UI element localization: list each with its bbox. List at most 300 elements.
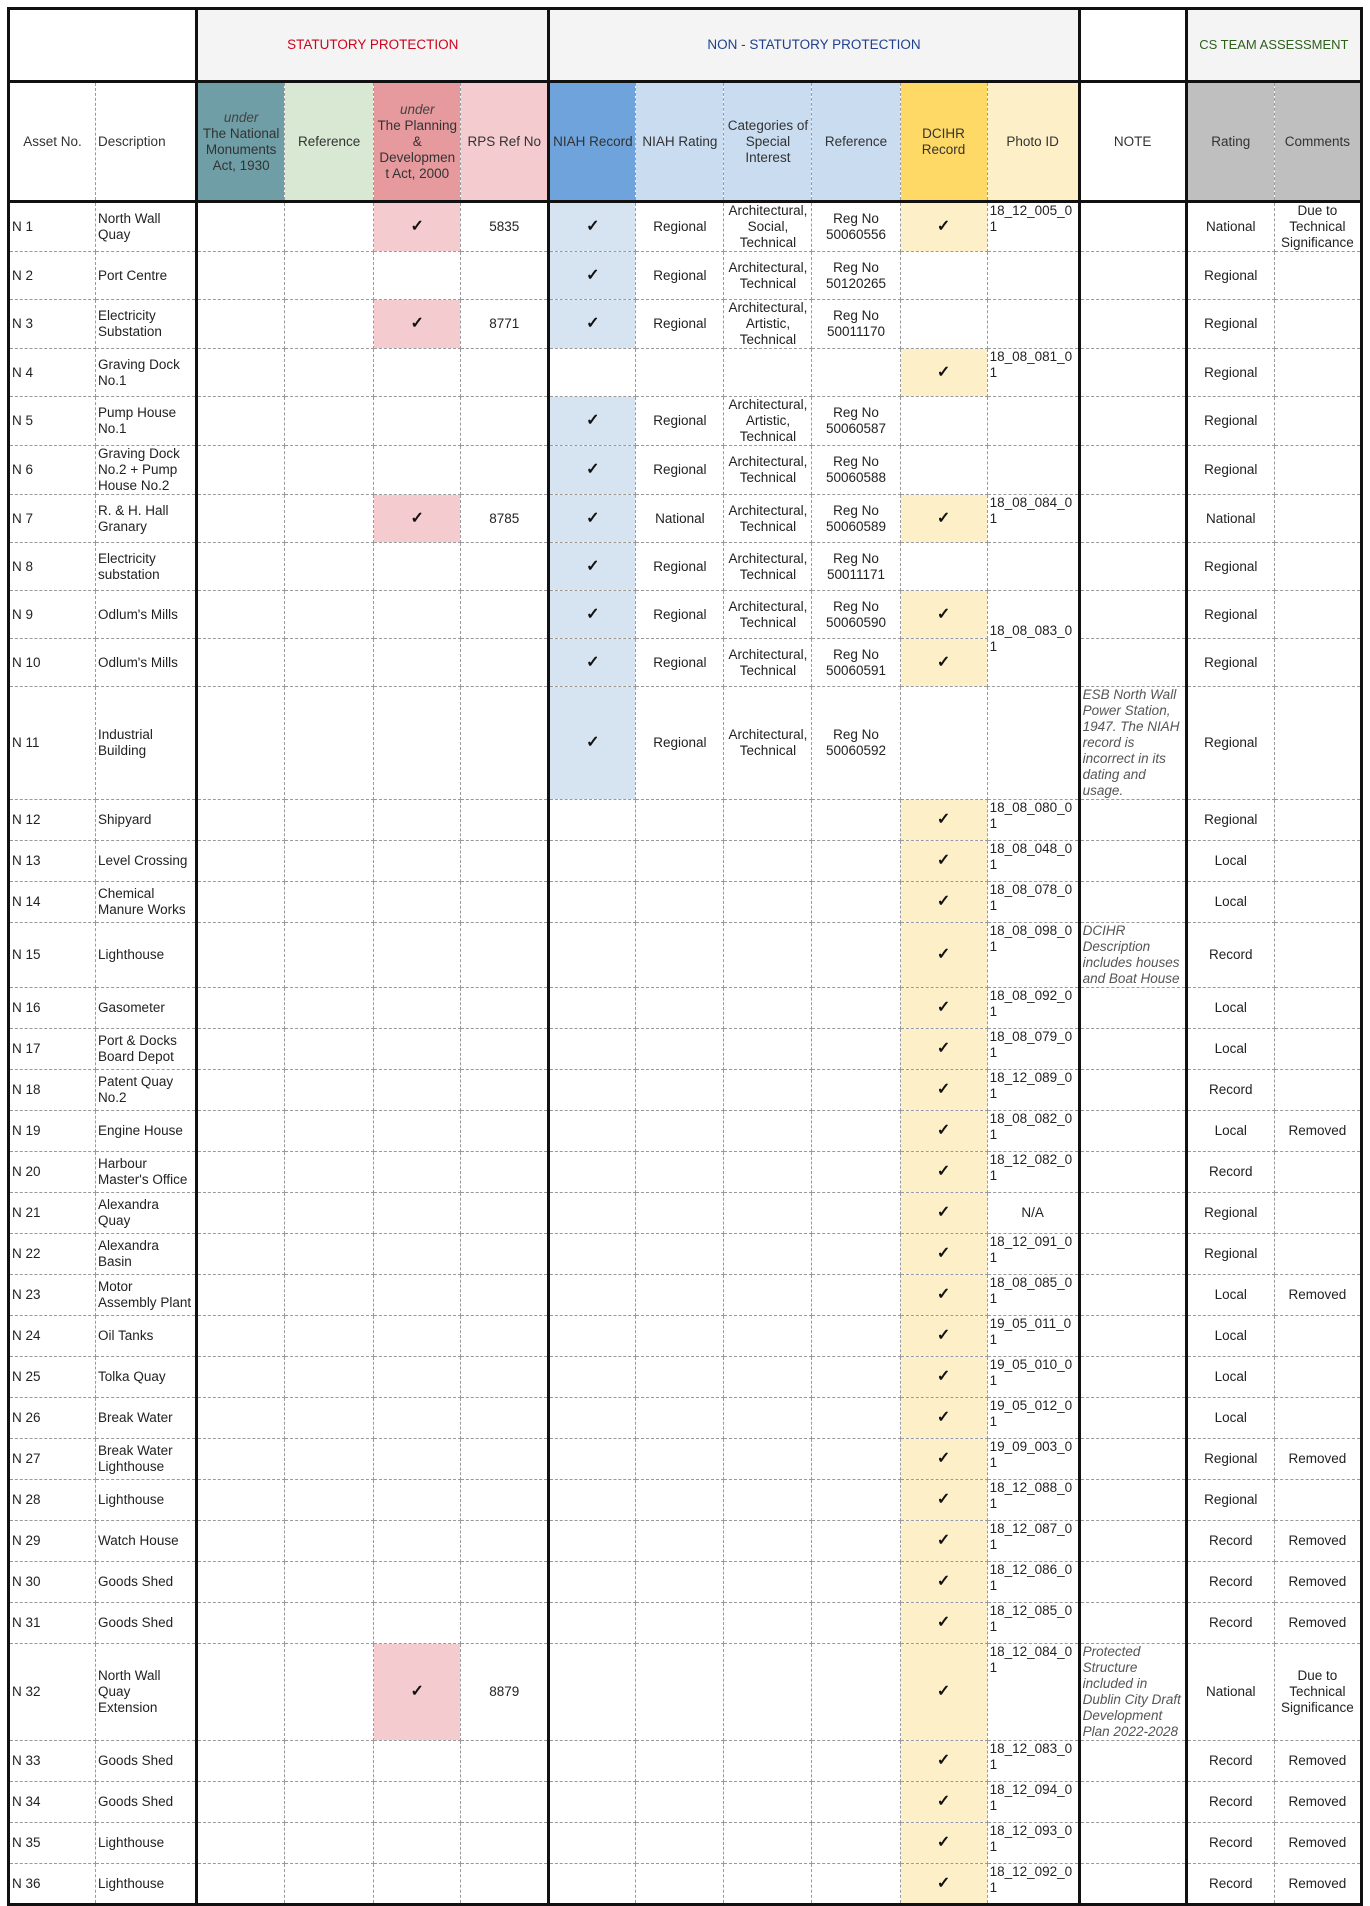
planning-act-cell	[374, 202, 461, 252]
dcihr-record-cell	[900, 397, 987, 446]
dcihr-record-cell	[900, 1439, 987, 1480]
asset-no-cell: N 30	[9, 1562, 96, 1603]
rps-ref-cell	[461, 446, 549, 495]
national-monuments-cell	[197, 1070, 285, 1111]
planning-act-cell	[374, 1029, 461, 1070]
note-cell	[1079, 1864, 1186, 1905]
note-cell	[1079, 1357, 1186, 1398]
niah-rating-cell	[636, 1741, 724, 1782]
note-cell	[1079, 639, 1186, 687]
comments-cell	[1274, 687, 1361, 800]
categories-cell: Architectural, Social, Technical	[724, 202, 812, 252]
reference-cell	[285, 800, 374, 841]
table-row	[9, 1439, 1362, 1480]
col-description: Description	[96, 82, 197, 202]
reference2-cell	[812, 1152, 900, 1193]
national-monuments-cell	[197, 1521, 285, 1562]
niah-rating-cell	[636, 1029, 724, 1070]
asset-no-cell: N 27	[9, 1439, 96, 1480]
col-note: NOTE	[1079, 82, 1186, 202]
niah-rating-cell	[636, 1152, 724, 1193]
reference2-cell: Reg No 50120265	[812, 252, 900, 300]
check-icon: ✓	[936, 1122, 951, 1139]
categories-cell	[724, 1823, 812, 1864]
note-cell	[1079, 591, 1186, 639]
comments-cell: Removed	[1274, 1864, 1361, 1905]
reference2-cell	[812, 1864, 900, 1905]
check-icon: ✓	[586, 509, 600, 527]
asset-no-cell: N 31	[9, 1603, 96, 1644]
description-cell: Oil Tanks	[96, 1316, 197, 1357]
rating-cell: Regional	[1186, 349, 1274, 397]
national-monuments-cell	[197, 1275, 285, 1316]
niah-rating-cell	[636, 1480, 724, 1521]
categories-cell	[724, 1070, 812, 1111]
rps-ref-cell	[461, 988, 549, 1029]
categories-cell	[724, 1398, 812, 1439]
comments-cell	[1274, 1480, 1361, 1521]
note-cell: Protected Structure included in Dublin City Draft Development Plan 2022-2028	[1079, 1644, 1186, 1741]
reference2-cell: Reg No 50060589	[812, 495, 900, 543]
description-cell: Electricity Substation	[96, 300, 197, 349]
photo-id-cell	[987, 446, 1079, 495]
rps-ref-cell	[461, 923, 549, 988]
niah-record-cell	[549, 495, 636, 543]
table-row	[9, 252, 1362, 300]
check-icon: ✓	[410, 1683, 424, 1700]
comments-cell: Removed	[1274, 1603, 1361, 1644]
rating-cell: Record	[1186, 1070, 1274, 1111]
niah-record-cell	[549, 1603, 636, 1644]
asset-no-cell: N 20	[9, 1152, 96, 1193]
photo-id-cell: 18_12_086_01	[987, 1562, 1079, 1603]
niah-record-cell	[549, 543, 636, 591]
comments-cell	[1274, 1398, 1361, 1439]
photo-id-cell: 18_08_084_01	[987, 495, 1079, 543]
dcihr-record-cell	[900, 1111, 987, 1152]
categories-cell: Architectural, Technical	[724, 591, 812, 639]
niah-record-cell	[549, 1864, 636, 1905]
asset-no-cell: N 2	[9, 252, 96, 300]
asset-no-cell: N 6	[9, 446, 96, 495]
check-icon: ✓	[410, 218, 424, 235]
rating-cell: Record	[1186, 1823, 1274, 1864]
check-icon: ✓	[936, 218, 951, 235]
description-cell: Break Water Lighthouse	[96, 1439, 197, 1480]
rps-ref-cell	[461, 1234, 549, 1275]
dcihr-record-cell	[900, 300, 987, 349]
rating-cell: Local	[1186, 841, 1274, 882]
niah-record-cell	[549, 349, 636, 397]
table-row	[9, 1111, 1362, 1152]
categories-cell	[724, 923, 812, 988]
asset-no-cell: N 10	[9, 639, 96, 687]
asset-no-cell: N 14	[9, 882, 96, 923]
planning-act-cell	[374, 1316, 461, 1357]
niah-record-cell	[549, 882, 636, 923]
national-monuments-cell	[197, 1029, 285, 1070]
photo-id-cell: 18_12_084_01	[987, 1644, 1079, 1741]
rating-cell: Record	[1186, 1152, 1274, 1193]
rating-cell: National	[1186, 495, 1274, 543]
categories-cell	[724, 1439, 812, 1480]
categories-cell	[724, 1111, 812, 1152]
dcihr-record-cell	[900, 841, 987, 882]
check-icon: ✓	[936, 1081, 951, 1098]
description-cell: Goods Shed	[96, 1603, 197, 1644]
table-row	[9, 300, 1362, 349]
photo-id-cell: 18_12_091_01	[987, 1234, 1079, 1275]
dcihr-record-cell	[900, 1741, 987, 1782]
photo-id-cell: 18_12_087_01	[987, 1521, 1079, 1562]
note-cell	[1079, 1480, 1186, 1521]
niah-rating-cell: Regional	[636, 543, 724, 591]
niah-rating-cell	[636, 882, 724, 923]
niah-rating-cell	[636, 1070, 724, 1111]
rating-cell: Regional	[1186, 1439, 1274, 1480]
categories-cell	[724, 1029, 812, 1070]
planning-act-cell	[374, 591, 461, 639]
dcihr-record-cell	[900, 1029, 987, 1070]
description-cell: Industrial Building	[96, 687, 197, 800]
table-row	[9, 882, 1362, 923]
rating-cell: Regional	[1186, 300, 1274, 349]
niah-rating-cell: Regional	[636, 202, 724, 252]
niah-record-cell	[549, 1070, 636, 1111]
note-cell	[1079, 1275, 1186, 1316]
categories-cell	[724, 1234, 812, 1275]
national-monuments-cell	[197, 1741, 285, 1782]
check-icon: ✓	[586, 315, 600, 332]
reference2-cell	[812, 349, 900, 397]
rps-ref-cell	[461, 1741, 549, 1782]
rps-ref-cell: 8879	[461, 1644, 549, 1741]
niah-record-cell	[549, 1782, 636, 1823]
reference-cell	[285, 841, 374, 882]
table-row	[9, 1275, 1362, 1316]
check-icon: ✓	[936, 1450, 951, 1467]
comments-cell	[1274, 252, 1361, 300]
planning-act-cell	[374, 1603, 461, 1644]
reference2-cell	[812, 1562, 900, 1603]
national-monuments-cell	[197, 1603, 285, 1644]
planning-act-cell	[374, 1521, 461, 1562]
reference-cell	[285, 882, 374, 923]
niah-rating-cell	[636, 841, 724, 882]
niah-rating-cell	[636, 1275, 724, 1316]
table-row	[9, 1357, 1362, 1398]
col-comments: Comments	[1274, 82, 1361, 202]
dcihr-record-cell	[900, 495, 987, 543]
photo-id-cell: 18_12_083_01	[987, 1741, 1079, 1782]
categories-cell	[724, 1316, 812, 1357]
reference-cell	[285, 1357, 374, 1398]
table-row	[9, 202, 1362, 252]
national-monuments-cell	[197, 300, 285, 349]
reference-cell	[285, 591, 374, 639]
photo-id-cell: 18_08_098_01	[987, 923, 1079, 988]
categories-cell: Architectural, Artistic, Technical	[724, 397, 812, 446]
planning-act-cell	[374, 1480, 461, 1521]
check-icon: ✓	[936, 1834, 951, 1851]
planning-act-cell	[374, 882, 461, 923]
description-cell: Port Centre	[96, 252, 197, 300]
niah-record-cell	[549, 446, 636, 495]
niah-rating-cell	[636, 1864, 724, 1905]
description-cell: North Wall Quay	[96, 202, 197, 252]
rps-ref-cell	[461, 1521, 549, 1562]
check-icon: ✓	[936, 1874, 951, 1892]
dcihr-record-cell	[900, 687, 987, 800]
reference2-cell	[812, 800, 900, 841]
planning-act-cell	[374, 687, 461, 800]
national-monuments-cell	[197, 1480, 285, 1521]
photo-id-cell: 18_08_083_01	[987, 591, 1079, 687]
dcihr-record-cell	[900, 1823, 987, 1864]
photo-id-cell: 18_08_078_01	[987, 882, 1079, 923]
asset-no-cell: N 1	[9, 202, 96, 252]
asset-no-cell: N 32	[9, 1644, 96, 1741]
asset-no-cell: N 23	[9, 1275, 96, 1316]
niah-record-cell	[549, 1480, 636, 1521]
dcihr-record-cell	[900, 591, 987, 639]
rating-cell: Record	[1186, 1782, 1274, 1823]
dcihr-record-cell	[900, 1398, 987, 1439]
description-cell: Lighthouse	[96, 1480, 197, 1521]
reference2-cell: Reg No 50060590	[812, 591, 900, 639]
asset-no-cell: N 4	[9, 349, 96, 397]
national-monuments-cell	[197, 1864, 285, 1905]
reference2-cell	[812, 988, 900, 1029]
description-cell: Engine House	[96, 1111, 197, 1152]
niah-rating-cell	[636, 923, 724, 988]
rating-cell: Regional	[1186, 687, 1274, 800]
categories-cell	[724, 1275, 812, 1316]
reference2-cell	[812, 1521, 900, 1562]
check-icon: ✓	[936, 1683, 951, 1700]
reference2-cell	[812, 1029, 900, 1070]
categories-cell	[724, 800, 812, 841]
reference-cell	[285, 1316, 374, 1357]
rating-cell: Regional	[1186, 591, 1274, 639]
group-non-statutory: NON - STATUTORY PROTECTION	[549, 9, 1079, 82]
national-monuments-cell	[197, 1562, 285, 1603]
table-row	[9, 495, 1362, 543]
table-row	[9, 1234, 1362, 1275]
niah-record-cell	[549, 1521, 636, 1562]
col-categories: Categories of Special Interest	[724, 82, 812, 202]
rating-cell: Regional	[1186, 639, 1274, 687]
description-cell: Lighthouse	[96, 1864, 197, 1905]
photo-id-cell	[987, 252, 1079, 300]
check-icon: ✓	[936, 1040, 951, 1057]
rps-ref-cell	[461, 639, 549, 687]
dcihr-record-cell	[900, 882, 987, 923]
table-row	[9, 349, 1362, 397]
national-monuments-cell	[197, 1316, 285, 1357]
note-cell	[1079, 882, 1186, 923]
niah-rating-cell	[636, 988, 724, 1029]
rps-ref-cell	[461, 1070, 549, 1111]
rating-cell: Local	[1186, 1357, 1274, 1398]
table-row	[9, 446, 1362, 495]
niah-record-cell	[549, 687, 636, 800]
check-icon: ✓	[936, 946, 951, 963]
dcihr-record-cell	[900, 639, 987, 687]
categories-cell: Architectural, Technical	[724, 639, 812, 687]
reference2-cell	[812, 1193, 900, 1234]
planning-act-cell	[374, 1439, 461, 1480]
reference-cell	[285, 988, 374, 1029]
note-cell	[1079, 1316, 1186, 1357]
check-icon: ✓	[936, 999, 951, 1016]
rating-cell: Local	[1186, 1316, 1274, 1357]
rating-cell: Record	[1186, 923, 1274, 988]
description-cell: Goods Shed	[96, 1741, 197, 1782]
planning-act-cell	[374, 1275, 461, 1316]
asset-no-cell: N 8	[9, 543, 96, 591]
col-photo-id: Photo ID	[987, 82, 1079, 202]
planning-act-cell	[374, 1070, 461, 1111]
reference-cell	[285, 1398, 374, 1439]
table-row	[9, 1070, 1362, 1111]
reference-cell	[285, 1111, 374, 1152]
table-row	[9, 988, 1362, 1029]
reference-cell	[285, 1275, 374, 1316]
reference2-cell: Reg No 50060591	[812, 639, 900, 687]
planning-act-cell	[374, 1562, 461, 1603]
niah-rating-cell	[636, 1603, 724, 1644]
niah-record-cell	[549, 1823, 636, 1864]
niah-record-cell	[549, 841, 636, 882]
rating-cell: Record	[1186, 1603, 1274, 1644]
comments-cell	[1274, 446, 1361, 495]
planning-act-cell	[374, 1398, 461, 1439]
description-cell: Graving Dock No.1	[96, 349, 197, 397]
niah-record-cell	[549, 1111, 636, 1152]
check-icon: ✓	[586, 412, 600, 429]
note-cell	[1079, 1111, 1186, 1152]
asset-no-cell: N 13	[9, 841, 96, 882]
rating-cell: Regional	[1186, 1480, 1274, 1521]
description-cell: Goods Shed	[96, 1782, 197, 1823]
photo-id-cell: 18_08_048_01	[987, 841, 1079, 882]
photo-id-cell: 18_12_088_01	[987, 1480, 1079, 1521]
national-monuments-cell	[197, 800, 285, 841]
check-icon: ✓	[936, 509, 951, 527]
comments-cell: Due to Technical Significance	[1274, 1644, 1361, 1741]
planning-act-cell	[374, 495, 461, 543]
categories-cell	[724, 1741, 812, 1782]
niah-rating-cell	[636, 1357, 724, 1398]
dcihr-record-cell	[900, 202, 987, 252]
rps-ref-cell	[461, 1152, 549, 1193]
niah-record-cell	[549, 1357, 636, 1398]
table-row	[9, 543, 1362, 591]
photo-id-cell: 18_08_085_01	[987, 1275, 1079, 1316]
rps-ref-cell	[461, 1603, 549, 1644]
table-body	[9, 202, 1362, 1905]
comments-cell	[1274, 639, 1361, 687]
niah-rating-cell: National	[636, 495, 724, 543]
description-cell: R. & H. Hall Granary	[96, 495, 197, 543]
asset-no-cell: N 33	[9, 1741, 96, 1782]
rating-cell: Record	[1186, 1521, 1274, 1562]
table-row	[9, 1152, 1362, 1193]
planning-act-cell	[374, 1234, 461, 1275]
niah-record-cell	[549, 1152, 636, 1193]
asset-no-cell: N 11	[9, 687, 96, 800]
note-cell	[1079, 252, 1186, 300]
description-cell: Port & Docks Board Depot	[96, 1029, 197, 1070]
niah-record-cell	[549, 639, 636, 687]
description-cell: Lighthouse	[96, 923, 197, 988]
check-icon: ✓	[936, 1409, 951, 1426]
photo-id-cell: 18_08_080_01	[987, 800, 1079, 841]
categories-cell	[724, 1480, 812, 1521]
niah-rating-cell	[636, 349, 724, 397]
rps-ref-cell: 8771	[461, 300, 549, 349]
rps-ref-cell	[461, 1111, 549, 1152]
reference-cell	[285, 1193, 374, 1234]
planning-act-cell	[374, 397, 461, 446]
reference-cell	[285, 1782, 374, 1823]
niah-record-cell	[549, 1439, 636, 1480]
description-cell: Harbour Master's Office	[96, 1152, 197, 1193]
table-row	[9, 1316, 1362, 1357]
categories-cell	[724, 349, 812, 397]
niah-record-cell	[549, 252, 636, 300]
reference-cell	[285, 1603, 374, 1644]
note-cell: ESB North Wall Power Station, 1947. The NIAH record is incorrect in its dating and usage.	[1079, 687, 1186, 800]
table-row	[9, 397, 1362, 446]
dcihr-record-cell	[900, 1275, 987, 1316]
categories-cell	[724, 1603, 812, 1644]
niah-record-cell	[549, 1275, 636, 1316]
description-cell: Level Crossing	[96, 841, 197, 882]
rps-ref-cell	[461, 1029, 549, 1070]
check-icon: ✓	[586, 461, 600, 478]
photo-id-cell: 18_08_079_01	[987, 1029, 1079, 1070]
asset-no-cell: N 22	[9, 1234, 96, 1275]
description-cell: Electricity substation	[96, 543, 197, 591]
national-monuments-cell	[197, 1398, 285, 1439]
note-cell	[1079, 1562, 1186, 1603]
niah-rating-cell: Regional	[636, 252, 724, 300]
dcihr-record-cell	[900, 349, 987, 397]
categories-cell	[724, 1152, 812, 1193]
rps-ref-cell	[461, 882, 549, 923]
national-monuments-cell	[197, 1644, 285, 1741]
national-monuments-cell	[197, 639, 285, 687]
rating-cell: Regional	[1186, 1234, 1274, 1275]
categories-cell	[724, 1782, 812, 1823]
table-row	[9, 800, 1362, 841]
reference2-cell: Reg No 50060588	[812, 446, 900, 495]
niah-rating-cell	[636, 1193, 724, 1234]
note-cell	[1079, 397, 1186, 446]
col-asset-no: Asset No.	[9, 82, 96, 202]
dcihr-record-cell	[900, 988, 987, 1029]
note-cell	[1079, 1521, 1186, 1562]
comments-cell: Removed	[1274, 1823, 1361, 1864]
rps-ref-cell	[461, 252, 549, 300]
reference2-cell: Reg No 50060556	[812, 202, 900, 252]
dcihr-record-cell	[900, 1864, 987, 1905]
note-cell	[1079, 1234, 1186, 1275]
check-icon: ✓	[936, 811, 951, 828]
photo-id-cell: 18_12_089_01	[987, 1070, 1079, 1111]
